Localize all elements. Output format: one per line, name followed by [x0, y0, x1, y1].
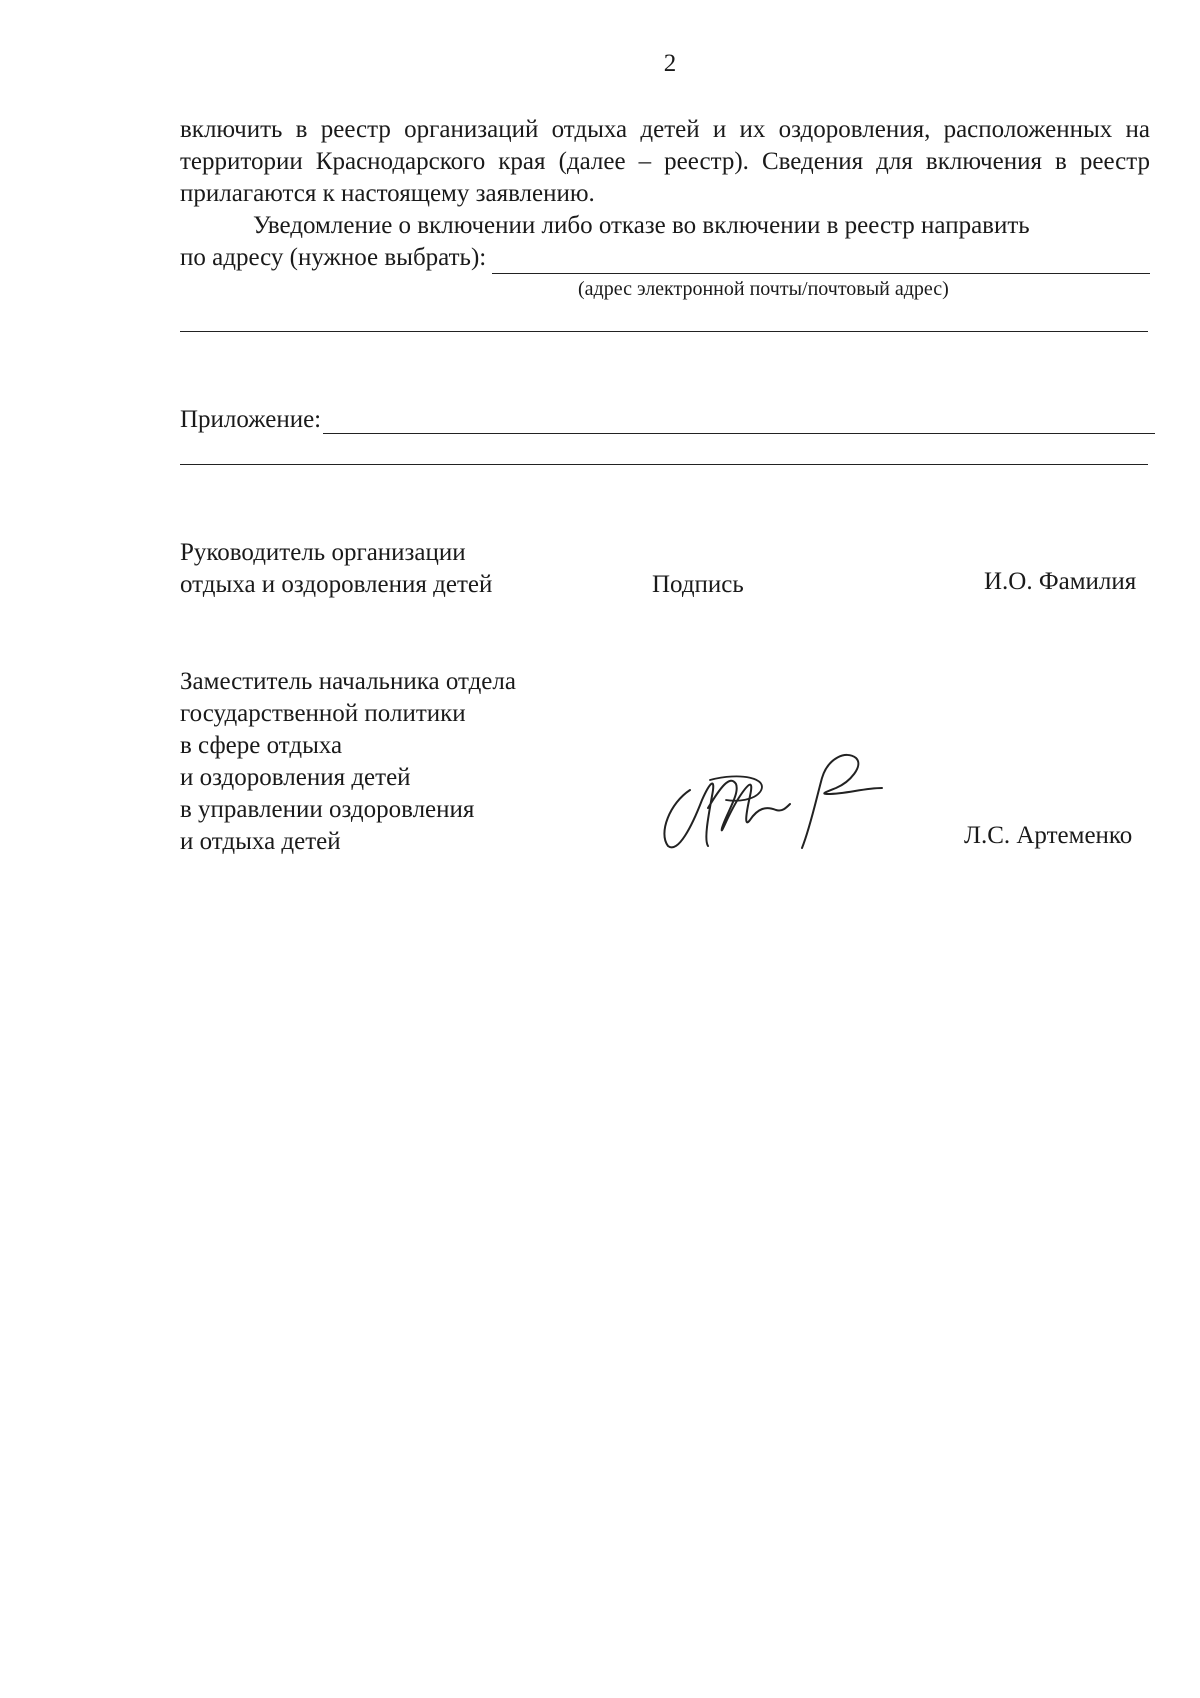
appendix-label: Приложение:: [180, 406, 322, 433]
head-signature-label: Подпись: [652, 571, 744, 598]
deputy-title-line: Заместитель начальника отдела: [180, 668, 516, 695]
deputy-title-line: в управлении оздоровления: [180, 796, 475, 823]
notification-text: Уведомление о включении либо отказе во включении в реестр направить: [253, 212, 1030, 239]
handwritten-signature: [650, 748, 890, 858]
head-title: [180, 537, 492, 601]
head-title-line2: отдыха и оздоровления детей: [180, 571, 493, 598]
paragraph-notification: [180, 210, 1150, 274]
deputy-title-line: государственной политики: [180, 700, 466, 727]
address-hint: (адрес электронной почты/почтовый адрес): [578, 278, 949, 300]
notification-address-line: [180, 242, 1150, 274]
head-name: И.О. Фамилия: [984, 568, 1137, 595]
deputy-name: Л.С. Артеменко: [964, 822, 1133, 849]
address-fill-line: [492, 251, 1150, 274]
appendix-line: [180, 406, 1155, 434]
deputy-title-line: и отдыха детей: [180, 828, 341, 855]
address-continuation-line: [180, 331, 1148, 332]
paragraph-registry-request: включить в реестр организаций отдыха детей и их оздоровления, расположенных на территории Краснодарского края (далее – реестр). Сведения для включения в реестр прилагаются к настоящему заявлению.: [180, 116, 1150, 207]
page-number: 2: [663, 50, 677, 77]
deputy-title-line: в сфере отдыха: [180, 732, 343, 759]
appendix-continuation-line: [180, 464, 1148, 465]
deputy-title: [180, 666, 516, 858]
head-title-line1: Руководитель организации: [180, 539, 466, 566]
deputy-title-line: и оздоровления детей: [180, 764, 411, 791]
appendix-fill-line: [323, 411, 1155, 434]
notification-address-label: по адресу (нужное выбрать):: [180, 244, 487, 271]
